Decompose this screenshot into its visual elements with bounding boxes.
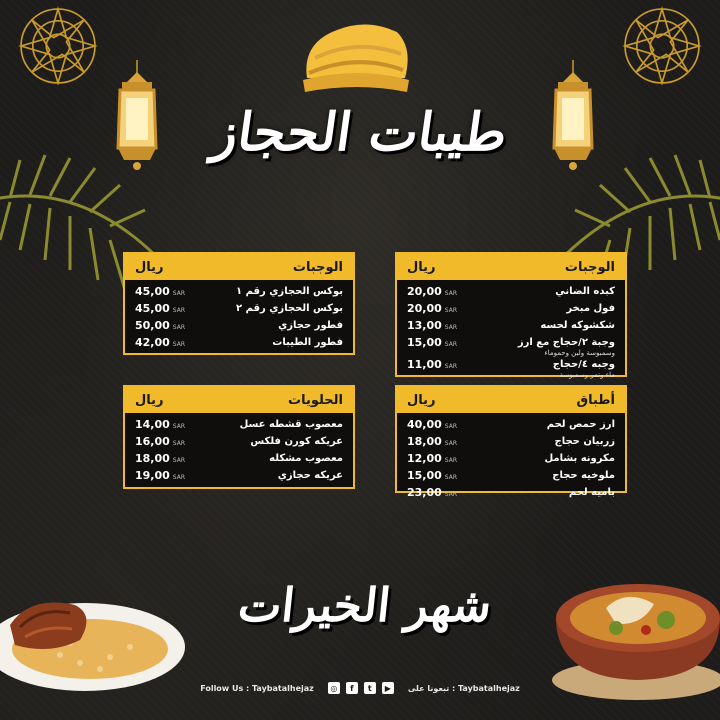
box-title: الوجبات bbox=[292, 259, 343, 275]
item-name: معصوب قشطه عسل bbox=[239, 419, 343, 430]
item-name: مكرونه بشامل bbox=[544, 453, 615, 464]
item-name: بوكس الحجازي رقم ٢ bbox=[236, 303, 343, 314]
item-price: 40,00 SAR bbox=[407, 418, 457, 431]
item-name: وجبه ٤/حجاج ماء وتمر وسمبوسة bbox=[552, 359, 615, 379]
brand-title: طيبات الحجاز bbox=[208, 102, 512, 163]
menu-item bbox=[135, 320, 343, 337]
item-price: 16,00 SAR bbox=[135, 435, 185, 448]
item-price: 23,00 SAR bbox=[407, 486, 457, 499]
item-price: 14,00 SAR bbox=[135, 418, 185, 431]
box-currency-label: ريال bbox=[135, 259, 164, 275]
menu-box-desserts bbox=[123, 385, 355, 489]
item-price: 20,00 SAR bbox=[407, 302, 457, 315]
item-subtitle: وسمبوسة ولبن وحموماء bbox=[544, 349, 615, 357]
menu-item bbox=[135, 303, 343, 320]
box-title: الحلويات bbox=[288, 392, 343, 408]
menu-item bbox=[407, 470, 615, 487]
item-name: عريكه حجازي bbox=[277, 470, 343, 481]
box-currency-label: ريال bbox=[407, 259, 436, 275]
box-header bbox=[125, 254, 353, 280]
geometric-rosette-icon bbox=[620, 4, 704, 88]
menu-item bbox=[407, 337, 615, 359]
item-name: باميه لحم bbox=[568, 487, 615, 498]
menu-item bbox=[407, 359, 615, 381]
item-name: فطور حجازي bbox=[278, 320, 343, 331]
item-price: 42,00 SAR bbox=[135, 336, 185, 349]
item-name: ملوخيه حجاج bbox=[552, 470, 615, 481]
item-price: 19,00 SAR bbox=[135, 469, 185, 482]
box-title: أطباق bbox=[576, 392, 615, 408]
box-header bbox=[397, 254, 625, 280]
menu-item bbox=[407, 419, 615, 436]
item-subtitle: ماء وتمر وسمبوسة bbox=[559, 371, 615, 379]
menu-item bbox=[407, 453, 615, 470]
menu-box-dishes bbox=[395, 385, 627, 499]
box-currency-label: ريال bbox=[135, 392, 164, 408]
item-price: 50,00 SAR bbox=[135, 319, 185, 332]
item-price: 20,00 SAR bbox=[407, 285, 457, 298]
footer bbox=[0, 678, 720, 698]
menu-item bbox=[407, 436, 615, 453]
item-price: 15,00 SAR bbox=[407, 336, 457, 349]
item-name: وجبة ٢/حجاج مع ارز وسمبوسة ولبن وحموماء bbox=[517, 337, 615, 357]
instagram-icon[interactable]: ◎ bbox=[328, 682, 340, 694]
facebook-icon[interactable]: f bbox=[346, 682, 358, 694]
item-name: عريكه كورن فلكس bbox=[250, 436, 343, 447]
youtube-icon[interactable]: ▶ bbox=[382, 682, 394, 694]
item-name: زربيان حجاج bbox=[554, 436, 615, 447]
menu-item bbox=[407, 487, 615, 504]
menu-item bbox=[135, 436, 343, 453]
item-name: بوكس الحجازي رقم ١ bbox=[236, 286, 343, 297]
item-price: 18,00 SAR bbox=[407, 435, 457, 448]
menu-item bbox=[135, 470, 343, 487]
box-header bbox=[125, 387, 353, 413]
item-name: فول مبخر bbox=[566, 303, 615, 314]
item-name: ارز حمص لحم bbox=[546, 419, 615, 430]
slogan: شهر الخيرات bbox=[235, 578, 495, 632]
follow-us-ar: تبعونا على : Taybatalhejaz bbox=[407, 683, 520, 693]
twitter-icon[interactable]: t bbox=[364, 682, 376, 694]
menu-item bbox=[135, 337, 343, 354]
item-name: شكشوكه لحسه bbox=[540, 320, 615, 331]
menu-item bbox=[135, 286, 343, 303]
menu-item bbox=[407, 286, 615, 303]
menu-item bbox=[135, 453, 343, 470]
item-name: كبده الضاني bbox=[555, 286, 615, 297]
item-price: 11,00 SAR bbox=[407, 358, 457, 371]
geometric-rosette-icon bbox=[16, 4, 100, 88]
follow-us-en: Follow Us : Taybatalhejaz bbox=[200, 683, 314, 693]
menu-item bbox=[407, 320, 615, 337]
item-price: 45,00 SAR bbox=[135, 302, 185, 315]
social-links bbox=[328, 682, 394, 694]
menu-item bbox=[407, 303, 615, 320]
item-price: 18,00 SAR bbox=[135, 452, 185, 465]
menu-item bbox=[135, 419, 343, 436]
item-price: 13,00 SAR bbox=[407, 319, 457, 332]
item-price: 15,00 SAR bbox=[407, 469, 457, 482]
box-title: الوجبات bbox=[564, 259, 615, 275]
box-currency-label: ريال bbox=[407, 392, 436, 408]
item-price: 45,00 SAR bbox=[135, 285, 185, 298]
box-header bbox=[397, 387, 625, 413]
menu-box-meals-1 bbox=[395, 252, 627, 377]
item-name: فطور الطيبات bbox=[272, 337, 343, 348]
item-name: معصوب مشكله bbox=[269, 453, 343, 464]
menu-box-meals-2 bbox=[123, 252, 355, 355]
item-price: 12,00 SAR bbox=[407, 452, 457, 465]
